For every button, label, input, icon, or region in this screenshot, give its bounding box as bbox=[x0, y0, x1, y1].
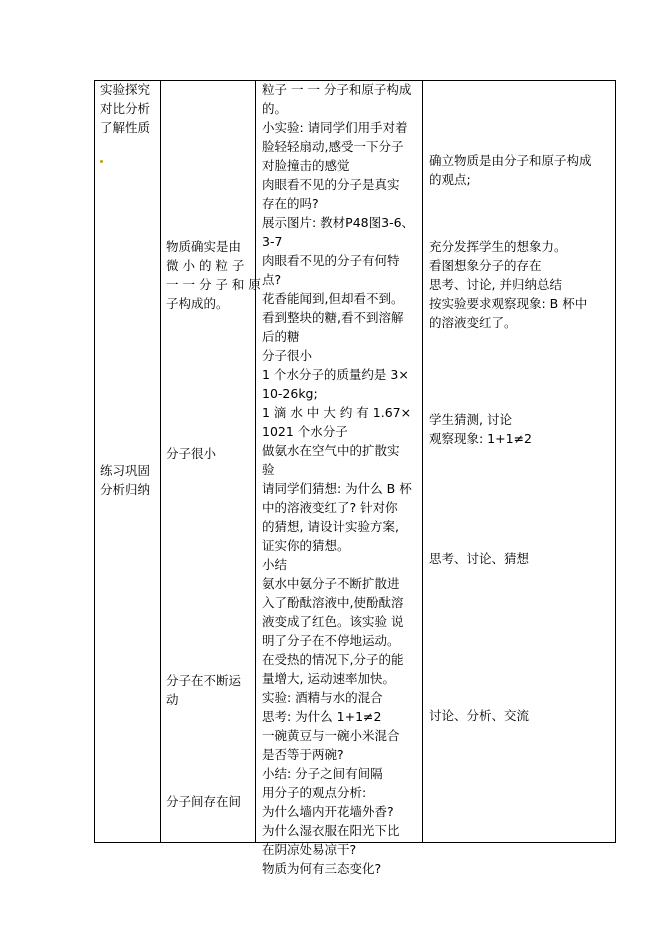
text-line: 脸轻轻扇动,感受一下分子 bbox=[262, 139, 404, 154]
text-line: 是否等于两碗? bbox=[262, 747, 344, 762]
student-activity-cell-1 bbox=[429, 151, 592, 189]
text-line: 看到整块的糖,看不到溶解 bbox=[262, 310, 404, 325]
text-line: 物质为何有三态变化? bbox=[262, 861, 382, 876]
text-line: 思考、讨论, 并归纳总结 bbox=[429, 277, 562, 292]
student-activity-cell-2 bbox=[429, 237, 587, 332]
text-line: 确立物质是由分子和原子构成 bbox=[429, 153, 592, 168]
table-border-left bbox=[94, 80, 95, 843]
text-line: 动 bbox=[166, 692, 179, 707]
text-line: 粒子 一 一 分子和原子构成 bbox=[262, 82, 412, 97]
text-line: 的。 bbox=[262, 101, 288, 116]
text-line: 存在的吗? bbox=[262, 196, 319, 211]
text-line: 子构成的。 bbox=[166, 296, 229, 311]
text-line: 一 一 分 子 和 原 bbox=[166, 277, 261, 292]
text-line: 为什么墙内开花墙外香? bbox=[262, 804, 394, 819]
text-line: 花香能闻到,但却看不到。 bbox=[262, 291, 404, 306]
text-line: 实验探究 bbox=[100, 82, 151, 97]
text-line: 做氨水在空气中的扩散实 bbox=[262, 443, 400, 458]
text-line: 思考、讨论、猜想 bbox=[429, 551, 530, 566]
student-activity-cell-3 bbox=[429, 410, 532, 448]
text-line: 充分发挥学生的想象力。 bbox=[429, 239, 567, 254]
text-line: 分子很小 bbox=[262, 348, 313, 363]
text-line: 肉眼看不见的分子是真实 bbox=[262, 177, 400, 192]
content-cell-4 bbox=[166, 792, 241, 811]
text-line: 10-26kg; bbox=[262, 386, 318, 401]
text-line: 3-7 bbox=[262, 234, 283, 249]
text-line: 肉眼看不见的分子有何特 bbox=[262, 253, 400, 268]
text-line: 1021 个水分子 bbox=[262, 424, 348, 439]
column-divider-1 bbox=[160, 80, 161, 843]
text-line: 思考: 为什么 1+1≠2 bbox=[262, 709, 382, 724]
text-line: 验 bbox=[262, 462, 275, 477]
text-line: 练习巩固 bbox=[100, 463, 151, 478]
text-line: 讨论、分析、交流 bbox=[429, 708, 530, 723]
text-line: 的猜想, 请设计实验方案, bbox=[262, 519, 399, 534]
text-line: 小实验: 请同学们用手对着 bbox=[262, 120, 408, 135]
text-line: 1 滴 水 中 大 约 有 1.67× bbox=[262, 405, 412, 420]
text-line: 物质确实是由 bbox=[166, 239, 242, 254]
text-line: 的观点; bbox=[429, 172, 471, 187]
text-line: 在阴凉处易凉干? bbox=[262, 842, 357, 857]
text-line: 分子间存在间 bbox=[166, 794, 242, 809]
text-line: 分子很小 bbox=[166, 446, 217, 461]
text-line: 量增大, 运动速率加快。 bbox=[262, 671, 395, 686]
text-line: 实验: 酒精与水的混合 bbox=[262, 690, 383, 705]
yellow-dot-mark bbox=[100, 160, 103, 163]
text-line: 入了酚酞溶液中,使酚酞溶 bbox=[262, 595, 404, 610]
text-line: 液变成了红色。该实验 说 bbox=[262, 614, 404, 629]
content-cell-2 bbox=[166, 444, 216, 463]
student-activity-cell-5 bbox=[429, 706, 529, 725]
teacher-activity-cell bbox=[262, 80, 414, 878]
text-line: 为什么湿衣服在阳光下比 bbox=[262, 823, 400, 838]
text-line: 请同学们猜想: 为什么 B 杯 bbox=[262, 481, 412, 496]
stage-cell-2 bbox=[100, 461, 150, 499]
text-line: 分子在不断运 bbox=[166, 673, 242, 688]
column-divider-3 bbox=[422, 80, 423, 843]
text-line: 看图想象分子的存在 bbox=[429, 258, 542, 273]
text-line: 的溶液变红了。 bbox=[429, 315, 517, 330]
text-line: 小结: 分子之间有间隔 bbox=[262, 766, 383, 781]
text-line: 学生猜测, 讨论 bbox=[429, 412, 512, 427]
text-line: 展示图片: 教材P48图3-6、 bbox=[262, 215, 415, 230]
text-line: 证实你的猜想。 bbox=[262, 538, 350, 553]
column-divider-2 bbox=[255, 80, 256, 843]
text-line: 对脸撞击的感觉 bbox=[262, 158, 350, 173]
text-line: 了解性质 bbox=[100, 120, 151, 135]
text-line: 点? bbox=[262, 272, 282, 287]
text-line: 微 小 的 粒 子 bbox=[166, 258, 245, 273]
text-line: 明了分子在不停地运动。 bbox=[262, 633, 400, 648]
table-border-right bbox=[615, 80, 616, 843]
text-line: 对比分析 bbox=[100, 101, 151, 116]
text-line: 1 个水分子的质量约是 3× bbox=[262, 367, 409, 382]
text-line: 分析归纳 bbox=[100, 482, 151, 497]
text-line: 小结 bbox=[262, 557, 288, 572]
content-cell-1 bbox=[166, 237, 261, 313]
text-line: 中的溶液变红了? 针对你 bbox=[262, 500, 398, 515]
text-line: 后的糖 bbox=[262, 329, 300, 344]
text-line: 观察现象: 1+1≠2 bbox=[429, 431, 532, 446]
student-activity-cell-4 bbox=[429, 549, 529, 568]
text-line: 在受热的情况下,分子的能 bbox=[262, 652, 404, 667]
text-line: 按实验要求观察现象: B 杯中 bbox=[429, 296, 588, 311]
stage-cell-1 bbox=[100, 80, 150, 137]
text-line: 一碗黄豆与一碗小米混合 bbox=[262, 728, 400, 743]
content-cell-3 bbox=[166, 671, 241, 709]
text-line: 氨水中氨分子不断扩散进 bbox=[262, 576, 400, 591]
text-line: 用分子的观点分析: bbox=[262, 785, 367, 800]
